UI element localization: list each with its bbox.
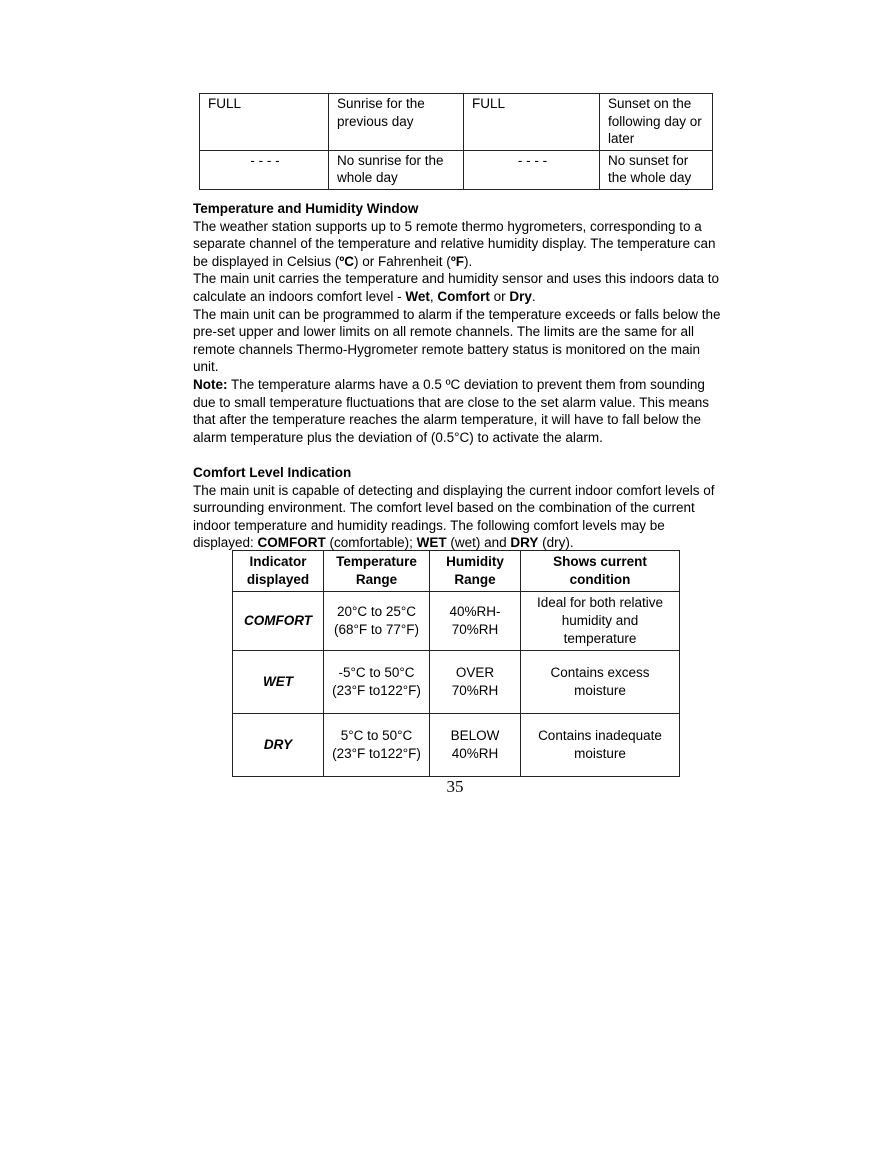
text-run: (comfortable); <box>325 535 417 551</box>
dry-label: DRY <box>510 535 539 551</box>
table-cell: No sunrise for the whole day <box>329 150 464 189</box>
wet-label: WET <box>416 535 447 551</box>
section-heading-comfort-level: Comfort Level Indication <box>193 464 352 480</box>
comfort-label: Comfort <box>437 288 490 304</box>
comfort-level-table <box>232 550 680 777</box>
column-header: Shows current condition <box>521 551 680 592</box>
table-cell: 20°C to 25°C (68°F to 77°F) <box>324 592 430 651</box>
table-cell: Ideal for both relative humidity and temperature <box>521 592 680 651</box>
dry-label: Dry <box>509 288 532 304</box>
text-run: The main unit is capable of detecting and displaying the current indoor comfort levels of surrounding environment. The comfort level based on the combination of the current indoor temperature and humidity readings. The following comfort levels may be displayed: <box>193 482 715 551</box>
column-header: Indicator displayed <box>233 551 324 592</box>
table-cell: OVER 70%RH <box>430 651 521 714</box>
note-label: Note: <box>193 376 228 392</box>
text-run: ). <box>464 253 473 269</box>
column-header: Temperature Range <box>324 551 430 592</box>
text-run: . <box>531 288 536 304</box>
paragraph <box>193 270 728 305</box>
table-cell: FULL <box>464 94 600 151</box>
table-row <box>233 714 680 777</box>
sunrise-sunset-table <box>199 93 713 190</box>
table-cell: 5°C to 50°C (23°F to122°F) <box>324 714 430 777</box>
table-row <box>233 592 680 651</box>
table-cell: Contains inadequate moisture <box>521 714 680 777</box>
page-number: 35 <box>446 777 464 796</box>
text-run: or <box>489 288 510 304</box>
celsius-unit: ºC <box>339 253 355 269</box>
indicator-cell: COMFORT <box>233 592 324 651</box>
section-heading-temperature-humidity: Temperature and Humidity Window <box>193 201 419 216</box>
table-cell: -5°C to 50°C (23°F to122°F) <box>324 651 430 714</box>
document-body <box>193 200 728 552</box>
indicator-cell: DRY <box>233 714 324 777</box>
note-paragraph <box>193 376 728 446</box>
text-run: (dry). <box>538 535 574 551</box>
table-cell: 40%RH- 70%RH <box>430 592 521 651</box>
table-cell: FULL <box>200 94 329 151</box>
table-row <box>200 150 713 189</box>
text-run: The weather station supports up to 5 remote thermo hygrometers, corresponding to a separate channel of the temperature and relative humidity display. The temperature can be displayed in Celsius ( <box>193 218 716 269</box>
table-row <box>200 94 713 151</box>
table-cell: BELOW 40%RH <box>430 714 521 777</box>
table-header-row <box>233 551 680 592</box>
paragraph <box>193 218 728 271</box>
text-run: (wet) and <box>446 535 511 551</box>
fahrenheit-unit: ºF <box>450 253 464 269</box>
wet-label: Wet <box>405 288 430 304</box>
text-run: ) or Fahrenheit ( <box>354 253 451 269</box>
text-run: , <box>429 288 438 304</box>
text-run: The temperature alarms have a 0.5 ºC deviation to prevent them from sounding due to small temperature fluctuations that are close to the set alarm value. This means that after the temperature reaches the alarm temperature, it will have to fall below the alarm temperature plus the deviation of (0.5°C) to activate the alarm. <box>193 376 710 445</box>
table-cell: Sunrise for the previous day <box>329 94 464 151</box>
table-cell: - - - - <box>200 150 329 189</box>
text-run: The main unit carries the temperature and humidity sensor and uses this indoors data to calculate an indoors comfort level - <box>193 271 720 304</box>
table-row <box>233 651 680 714</box>
paragraph <box>193 482 728 552</box>
table-cell: Sunset on the following day or later <box>600 94 713 151</box>
table-cell: Contains excess moisture <box>521 651 680 714</box>
column-header: Humidity Range <box>430 551 521 592</box>
table-cell: No sunset for the whole day <box>600 150 713 189</box>
comfort-label: COMFORT <box>257 535 326 551</box>
table-cell: - - - - <box>464 150 600 189</box>
indicator-cell: WET <box>233 651 324 714</box>
paragraph: The main unit can be programmed to alarm if the temperature exceeds or falls below the pre-set upper and lower limits on all remote channels. The limits are the same for all remote channels Thermo-Hygrometer remote battery status is monitored on the main unit. <box>193 306 721 375</box>
